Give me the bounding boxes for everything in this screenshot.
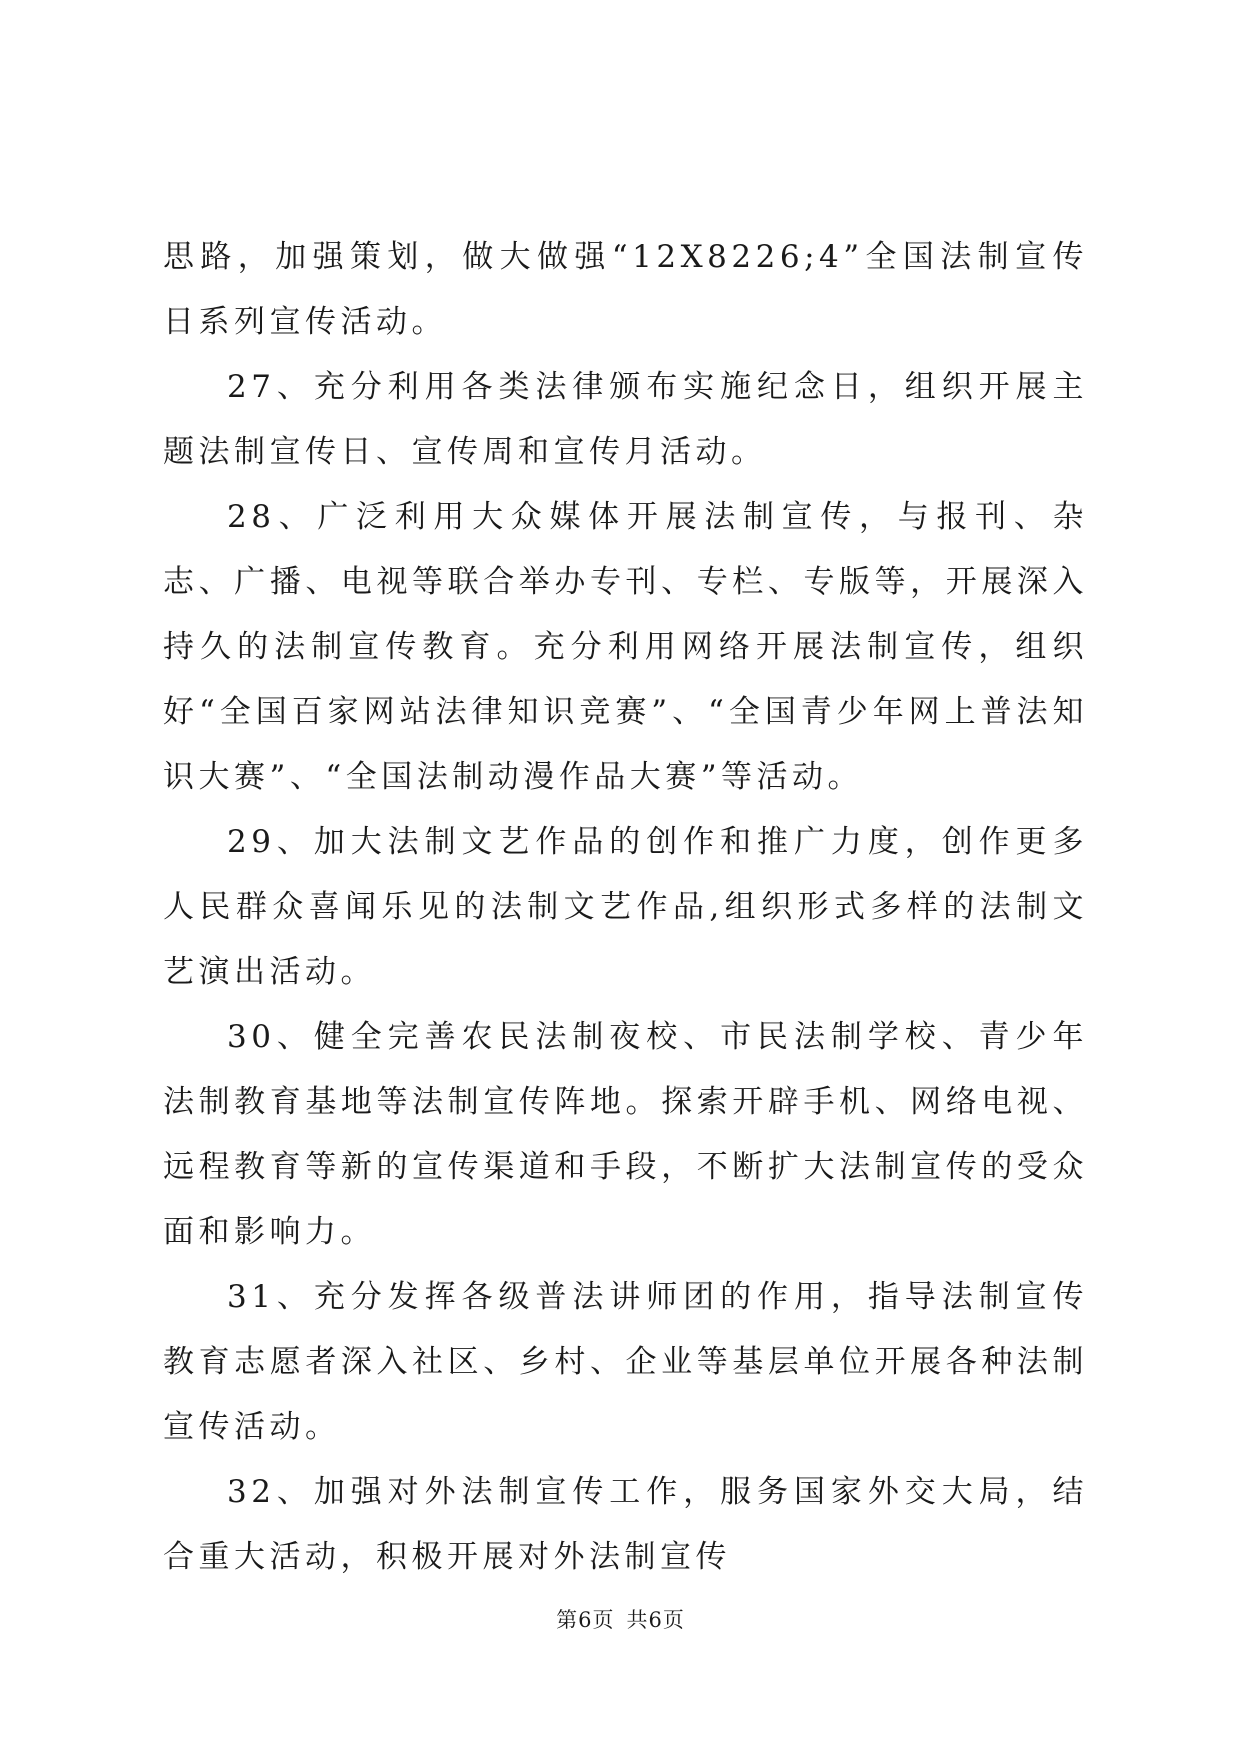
page-footer — [0, 1605, 1241, 1635]
paragraph-continuation: 思路，加强策划，做大做强“12X8226;4”全国法制宣传日系列宣传活动。 — [163, 239, 1088, 340]
paragraph-item-30: 30、健全完善农民法制夜校、市民法制学校、青少年法制教育基地等法制宣传阵地。探索开辟手机、网络电视、远程教育等新的宣传渠道和手段，不断扩大法制宣传的受众面和影响力。 — [163, 1019, 1088, 1250]
page-total: 共6页 — [626, 1608, 685, 1632]
page-number: 第6页 — [556, 1608, 615, 1632]
paragraph-item-28: 28、广泛利用大众媒体开展法制宣传，与报刊、杂志、广播、电视等联合举办专刊、专栏、专版等，开展深入持久的法制宣传教育。充分利用网络开展法制宣传，组织好“全国百家网站法律知识竞赛”、“全国青少年网上普法知识大赛”、“全国法制动漫作品大赛”等活动。 — [163, 499, 1088, 795]
document-body — [163, 225, 1088, 1590]
paragraph-item-32: 32、加强对外法制宣传工作，服务国家外交大局，结合重大活动，积极开展对外法制宣传 — [163, 1474, 1088, 1575]
paragraph-item-27: 27、充分利用各类法律颁布实施纪念日，组织开展主题法制宣传日、宣传周和宣传月活动。 — [163, 369, 1088, 470]
paragraph-item-31: 31、充分发挥各级普法讲师团的作用，指导法制宣传教育志愿者深入社区、乡村、企业等基层单位开展各种法制宣传活动。 — [163, 1279, 1088, 1445]
paragraph-item-29: 29、加大法制文艺作品的创作和推广力度，创作更多人民群众喜闻乐见的法制文艺作品,组织形式多样的法制文艺演出活动。 — [163, 824, 1088, 990]
